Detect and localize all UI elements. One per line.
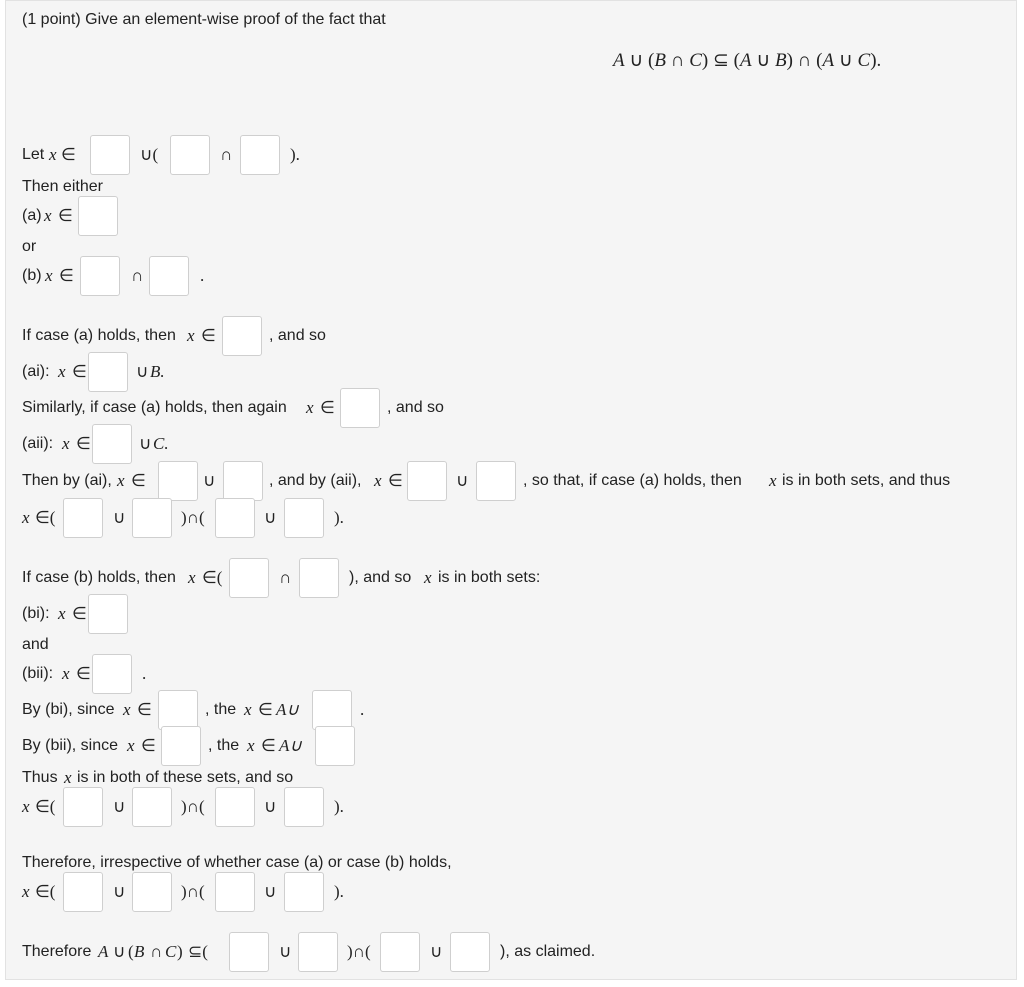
- answer-input[interactable]: [340, 388, 380, 428]
- answer-input[interactable]: [215, 872, 255, 912]
- answer-input[interactable]: [312, 690, 352, 730]
- answer-input[interactable]: [63, 872, 103, 912]
- answer-input[interactable]: [161, 726, 201, 766]
- answer-input[interactable]: [63, 787, 103, 827]
- answer-input[interactable]: [407, 461, 447, 501]
- answer-input[interactable]: [284, 787, 324, 827]
- answer-input[interactable]: [88, 594, 128, 634]
- answer-input[interactable]: [92, 424, 132, 464]
- answer-input[interactable]: [80, 256, 120, 296]
- answer-input[interactable]: [450, 932, 490, 972]
- answer-input[interactable]: [284, 872, 324, 912]
- answer-input[interactable]: [88, 352, 128, 392]
- answer-input[interactable]: [132, 872, 172, 912]
- answer-input[interactable]: [63, 498, 103, 538]
- answer-input[interactable]: [132, 498, 172, 538]
- answer-input[interactable]: [92, 654, 132, 694]
- answer-input[interactable]: [215, 787, 255, 827]
- answer-input[interactable]: [229, 558, 269, 598]
- display-equation: A ∪ (B ∩ C) ⊆ (A ∪ B) ∩ (A ∪ C).: [613, 50, 882, 71]
- answer-input[interactable]: [90, 135, 130, 175]
- answer-input[interactable]: [240, 135, 280, 175]
- answer-input[interactable]: [158, 690, 198, 730]
- problem-panel: (1 point) Give an element-wise proof of the fact that A ∪ (B ∩ C) ⊆ (A ∪ B) ∩ (A ∪ C). Let x ∈ ∪( ∩ ). Then either (a) x ∈ or (b) x ∈ ∩ . If case (a) holds, then x ∈ , and so (ai): x ∈ ∪ B. Similarly, if case (a) holds, then again x ∈ , and so (aii): x ∈ ∪ C. Then by (ai), x ∈ ∪ , and by (aii), x ∈ ∪ , so that, if case (a) holds, then x is in both sets, and thus x ∈( ∪ )∩( ∪ ). If case (b) holds, then x ∈( ∩ ), and so x is in both sets: (bi): x ∈ and (bii): x ∈ . By (bi), since x ∈ , the x ∈ A∪ . By (bii), since x ∈ , the x ∈ A∪ Thus x is in both of these sets, and so x ∈( ∪ )∩( ∪ ). Therefore, irrespective of whether case (a) or case (b) holds, x ∈( ∪ )∩( ∪ ). Therefore A ∪ ( B ∩ C ) ⊆( ∪ )∩( ∪ ), as claimed.: [5, 0, 1017, 980]
- answer-input[interactable]: [298, 932, 338, 972]
- answer-input[interactable]: [229, 932, 269, 972]
- answer-input[interactable]: [149, 256, 189, 296]
- answer-input[interactable]: [170, 135, 210, 175]
- answer-input[interactable]: [284, 498, 324, 538]
- answer-input[interactable]: [299, 558, 339, 598]
- answer-input[interactable]: [215, 498, 255, 538]
- answer-input[interactable]: [78, 196, 118, 236]
- answer-input[interactable]: [315, 726, 355, 766]
- answer-input[interactable]: [158, 461, 198, 501]
- answer-input[interactable]: [223, 461, 263, 501]
- answer-input[interactable]: [380, 932, 420, 972]
- answer-input[interactable]: [132, 787, 172, 827]
- answer-input[interactable]: [476, 461, 516, 501]
- answer-input[interactable]: [222, 316, 262, 356]
